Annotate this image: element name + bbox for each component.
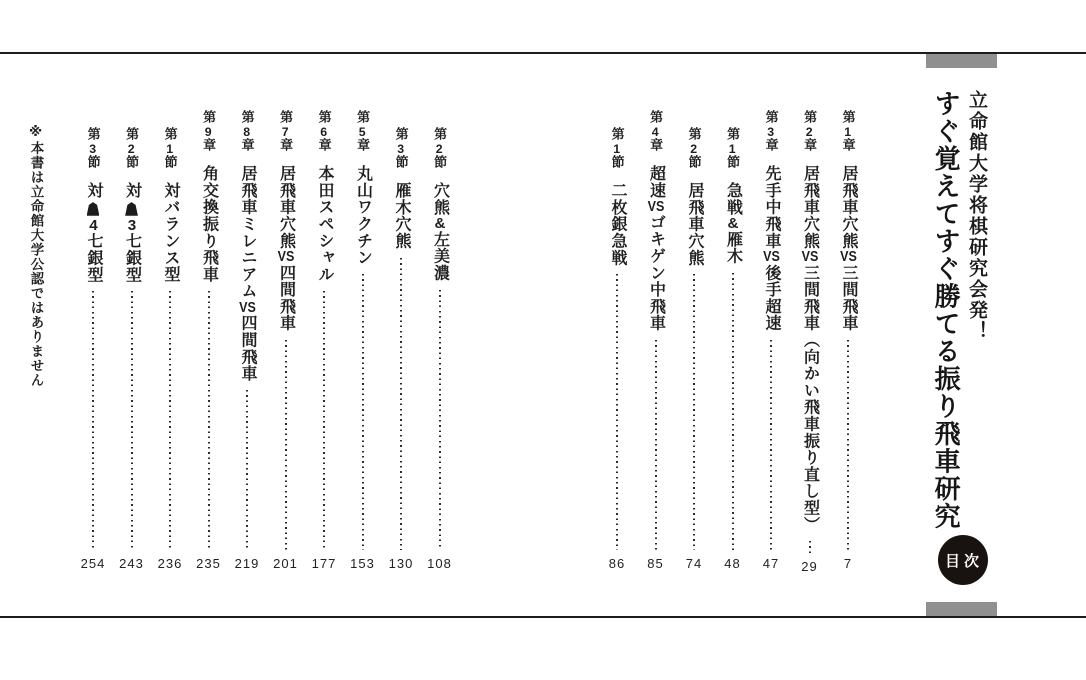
dotted-leader [770,340,772,550]
entry-title: 対バランス型 [162,182,179,284]
entry-page-number: 219 [234,556,260,571]
entry-page-number: 254 [80,556,106,571]
entry-title: 雁木穴熊 [393,182,410,250]
entry-page-number: 29 [801,559,818,575]
entry-title: 対4七銀型 [85,182,102,284]
entry-chapter-label: 第3章 [763,110,779,154]
top-gray-band [926,54,997,68]
entry-chapter-label: 第7章 [278,110,294,154]
dotted-leader [131,291,133,550]
toc-entry [798,110,822,575]
entry-chapter-label: 第1節 [725,127,741,171]
entry-page-number: 235 [196,556,221,571]
shogi-piece-icon [125,202,138,216]
dotted-leader [208,291,210,550]
toc-entry [721,110,745,572]
dotted-leader [169,291,171,550]
dotted-leader [693,274,695,550]
entry-chapter-label: 第2章 [802,110,818,154]
entry-title: 居飛車ミレニアムVS四間飛車 [239,165,256,383]
entry-title: 本田スペシャル [316,165,333,283]
toc-entry [235,110,259,572]
entry-chapter-label: 第4章 [648,110,664,154]
entry-page-number: 86 [608,556,626,571]
entry-page-number: 243 [119,556,144,571]
toc-entry [81,110,105,572]
entry-page-number: 74 [685,556,703,571]
toc-entry [158,110,182,572]
dotted-leader [809,541,811,553]
entry-page-number: 177 [311,556,337,571]
entry-chapter-label: 第1章 [840,110,856,154]
entry-title: 角交換振り飛車 [200,165,218,283]
toc-entry [351,110,375,572]
toc-entry [389,110,413,572]
dotted-leader [616,274,618,550]
entry-chapter-label: 第1節 [162,127,178,171]
dotted-leader [732,273,734,550]
entry-page-number: 236 [157,556,183,571]
entry-page-number: 47 [762,556,780,571]
toc-entry [120,110,144,572]
toc-entry [605,110,629,572]
dotted-leader [400,258,402,550]
bottom-rule [0,616,1086,618]
toc-entry [274,110,298,572]
entry-chapter-label: 第3節 [85,127,101,171]
entry-title: 居飛車穴熊 [686,182,703,267]
entry-chapter-label: 第2節 [432,127,448,171]
entry-chapter-label: 第2節 [124,127,140,171]
entry-title: 丸山ワクチン [354,165,372,267]
toc-entry [644,110,668,572]
entry-title: 超速VSゴキゲン中飛車 [647,165,665,332]
book-title: すぐ覚えてすぐ勝てる振り飛車研究 [931,90,962,530]
entry-chapter-label: 第8章 [239,110,255,154]
entry-title: 居飛車穴熊VS三間飛車 [840,165,857,332]
entry-chapter-label: 第3節 [393,127,409,171]
toc-entry [312,110,336,572]
bottom-gray-band [926,602,997,616]
dotted-leader [439,290,441,550]
toc-badge: 目次 [938,535,988,585]
entry-page-number: 153 [350,556,375,571]
entry-page-number: 130 [388,556,414,571]
toc-entry [428,110,452,572]
entry-title: 二枚銀急戦 [609,182,626,267]
title-group [932,90,986,560]
entry-chapter-label: 第6章 [316,110,332,154]
dotted-leader [362,274,364,550]
dotted-leader [655,340,657,550]
toc-entry [682,110,706,572]
dotted-leader [285,340,287,550]
shogi-piece-icon [87,202,100,216]
entry-page-number: 7 [843,556,853,571]
entry-chapter-label: 第1節 [609,127,625,171]
toc-columns [16,110,860,575]
top-rule [0,52,1086,54]
entry-chapter-label: 第2節 [686,127,702,171]
entry-page-number: 85 [647,556,664,571]
dotted-leader [847,340,849,550]
entry-title: 穴熊&左美濃 [431,182,449,282]
entry-title: 対3七銀型 [123,182,141,284]
toc-entry [759,110,783,572]
entry-title: 居飛車穴熊VS四間飛車 [277,165,295,332]
dotted-leader [246,390,248,550]
entry-chapter-label: 第5章 [355,110,371,154]
toc-entry [197,110,221,572]
entry-page-number: 201 [273,556,298,571]
dotted-leader [92,291,94,550]
entry-page-number: 108 [427,556,452,571]
toc-entry [836,110,860,572]
disclaimer-note: ※本書は立命館大学公認ではありません [28,124,44,388]
entry-title: 先手中飛車VS後手超速 [763,165,780,332]
entry-title: 急戦&雁木 [724,182,742,265]
dotted-leader [323,291,325,550]
entry-chapter-label: 第9章 [201,110,217,154]
entry-page-number: 48 [724,556,741,571]
entry-title: 居飛車穴熊VS三間飛車（向かい飛車振り直し型） [801,165,819,534]
series-lead-text: 立命館大学将棋研究会発！ [966,90,987,342]
